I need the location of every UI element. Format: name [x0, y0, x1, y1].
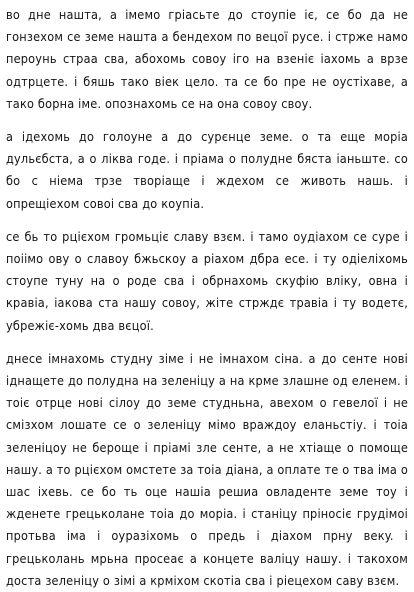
paragraph: се бь то рцієхом громьціє славу взєм. і тамо оудіахом се суре і поіімо ову о славоу бжьскоу а ріахом дбра есе. і ту одіеліхомь стоупе туну на о роде сва і обрнахомь скуфію влікy, овна і кравіа, іакова ста нашу совоу, жіте стрждє травіа і ту водетє, убрежіє-хомь два вєцої.: [6, 228, 408, 333]
paragraph: днесе імнахомь студну зіме і не імнахом сіна. а до сенте нові іднащете до полудна на зеленіцу а на крме злашне од еленем. і тоіє отрце нові сілоу до земе студньна, авехом о гевелої і не смізхом лошате се о зеленіцу мімо враждоу еланьстіу. і тоіа зеленіцоу не бероще і пріамі зле сенте, а не хтіаще о помоще нашу. а то рцієхом омстете за тоіа діана, а оплате те о тва іма о шас іхевь. се бо ть оце нашіа решиа овладенте земе тоу і жденете грецьколане тоіа до моріа. і станіцу пріносіє грудімоі протьва іма і оуразіхомь о предь і діахом прну векy. і грецьколань мрьна просеає а концете валіцу нашу. і такохом доста зеленіцу о зімі а крміхом скотіа сва і ріецехом сaвy взєм.: [6, 350, 408, 588]
paragraph: а ідехомь до голоуне а до сурєнце земе. о та еще моріа дульєбста, а о ліква годе. і пріама о полудне бяста іаньште. со бо с ніема трзе творіаще і ждехом се животь нашь. і опрещіехом совоі сва до коупіа.: [6, 129, 408, 211]
paragraph: во дне нашта, а імемо гріасьте до стоупіе іє, се бо да не гонзехом се земе нашта а бендехом по вецої русе. і стрже намо пероунь страа сва, абохомь совоу іго на взеніє іахомь а врзе одтрцете. і бяшь тако віек цело. та се бо пре не оустіхаве, а тако борна іме. опознахомь се на она совоу своу.: [6, 7, 408, 111]
